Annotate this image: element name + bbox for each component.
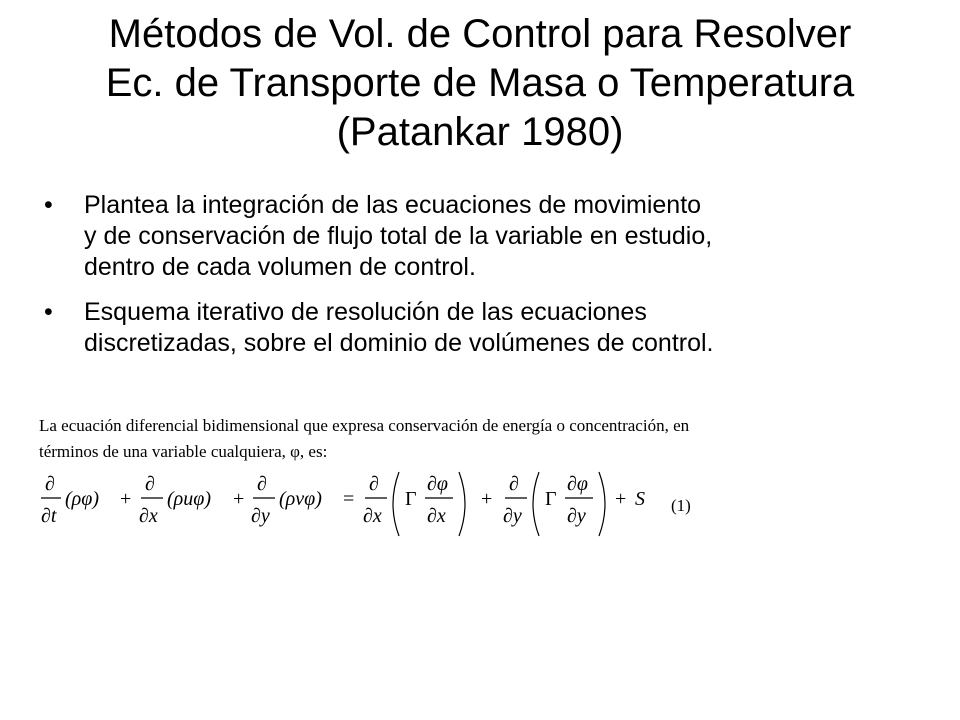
bullet-item-2 [40, 297, 920, 359]
bullet-1-line-3: dentro de cada volumen de control. [84, 253, 476, 281]
bullet-1-line-2: y de conservación de flujo total de la variable en estudio, [84, 222, 713, 250]
eq-rho-u-phi: (ρuφ) [167, 488, 211, 510]
bullet-1-line-1: Plantea la integración de las ecuaciones de movimiento [84, 191, 702, 219]
bullet-item-1 [40, 190, 920, 283]
slide-title [0, 10, 960, 157]
bullet-2-line-2: discretizadas, sobre el dominio de volúmenes de control. [84, 329, 714, 357]
equation-number: (1) [671, 496, 691, 515]
eq-partial-x-den: ∂x [139, 505, 158, 527]
eq-left-paren [393, 472, 399, 536]
transport-equation [35, 468, 755, 544]
eq-dphi-x-den: ∂x [427, 505, 446, 527]
title-line-3: (Patankar 1980) [336, 110, 624, 154]
eq-dphi-x-num: ∂φ [427, 473, 448, 495]
title-line-2: Ec. de Transporte de Masa o Temperatura [105, 61, 855, 105]
eq-partial-y2-den: ∂y [503, 505, 522, 527]
bullet-dot-icon: • [44, 298, 53, 326]
bullet-2-line-1: Esquema iterativo de resolución de las ecuaciones [84, 298, 647, 326]
eq-right-paren [459, 472, 465, 536]
eq-partial-x2-den: ∂x [363, 505, 382, 527]
eq-partial-t-den: ∂t [41, 505, 57, 527]
eq-partial-t-num: ∂ [45, 473, 55, 495]
eq-source-term: S [635, 488, 645, 510]
eq-dphi-y-den: ∂y [567, 505, 586, 527]
paragraph-line-2: términos de una variable cualquiera, φ, es: [39, 442, 328, 461]
bullet-dot-icon: • [44, 191, 53, 219]
eq-partial-x2-num: ∂ [369, 473, 379, 495]
eq-plus-4: + [615, 488, 627, 510]
eq-plus-3: + [481, 488, 493, 510]
title-line-1: Métodos de Vol. de Control para Resolver [108, 12, 852, 56]
eq-gamma-1: Γ [405, 488, 417, 510]
eq-partial-y-den: ∂y [251, 505, 270, 527]
eq-left-paren [533, 472, 539, 536]
paragraph-line-1: La ecuación diferencial bidimensional que expresa conservación de energía o concentración, en [39, 416, 690, 435]
eq-dphi-y-num: ∂φ [567, 473, 588, 495]
equation-svg [35, 468, 755, 544]
eq-partial-y-num: ∂ [257, 473, 267, 495]
eq-rho-phi: (ρφ) [65, 488, 99, 510]
eq-right-paren [599, 472, 605, 536]
eq-rho-v-phi: (ρvφ) [279, 488, 322, 510]
bullet-list [40, 190, 920, 373]
eq-plus-1: + [120, 488, 132, 510]
eq-plus-2: + [233, 488, 245, 510]
equation-intro-paragraph [39, 413, 929, 465]
eq-partial-y2-num: ∂ [509, 473, 519, 495]
eq-equals: = [343, 488, 355, 510]
eq-gamma-2: Γ [545, 488, 557, 510]
eq-partial-x-num: ∂ [145, 473, 155, 495]
